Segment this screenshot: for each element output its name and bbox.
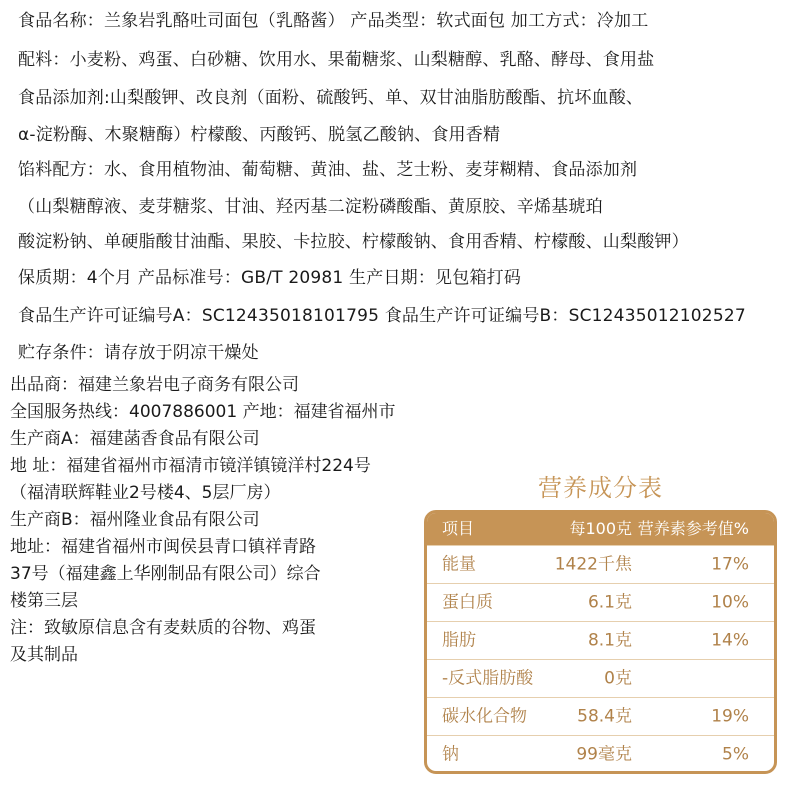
row-amount: 6.1克 xyxy=(587,592,632,613)
row-item: -反式脂肪酸 xyxy=(442,668,534,689)
additives-line-1: 食品添加剂:山梨酸钾、改良剂（面粉、硫酸钙、单、双甘油脂肪酸酯、抗坏血酸、 xyxy=(18,88,644,108)
address-b-line-1: 地址：福建省福州市闽侯县青口镇祥青路 xyxy=(10,537,316,557)
header-nrv: 营养素参考值% xyxy=(637,519,749,538)
row-amount: 0克 xyxy=(604,668,632,689)
row-item: 蛋白质 xyxy=(442,592,493,613)
address-b-line-2: 37号（福建鑫上华刚制品有限公司）综合 xyxy=(10,564,321,584)
address-a-line-1: 地 址：福建省福州市福清市镜洋镇镜洋村224号 xyxy=(10,456,371,476)
additives-line-2: α-淀粉酶、木聚糖酶）柠檬酸、丙酸钙、脱氢乙酸钠、食用香精 xyxy=(18,125,501,145)
address-b-line-3: 楼第三层 xyxy=(10,591,78,611)
table-row xyxy=(427,621,774,660)
producer-a-line: 生产商A：福建菡香食品有限公司 xyxy=(10,429,260,449)
license-line: 食品生产许可证编号A：SC12435018101795 食品生产许可证编号B：SC12435012102527 xyxy=(18,306,746,326)
allergen-line-2: 及其制品 xyxy=(10,645,78,665)
row-item: 钠 xyxy=(442,744,459,765)
nutrition-table xyxy=(424,510,777,774)
table-row xyxy=(427,545,774,584)
hotline-line: 全国服务热线：4007886001 产地：福建省福州市 xyxy=(10,402,396,422)
nutrition-title: 营养成分表 xyxy=(538,474,663,502)
row-item: 脂肪 xyxy=(442,630,476,651)
row-amount: 99毫克 xyxy=(576,744,632,765)
producer-b-line: 生产商B：福州隆业食品有限公司 xyxy=(10,510,260,530)
header-item: 项目 xyxy=(442,519,475,538)
row-nrv: 17% xyxy=(711,554,749,575)
header-per-100g: 每100克 xyxy=(569,519,632,538)
row-item: 能量 xyxy=(442,554,476,575)
nutrition-header-row xyxy=(427,513,774,545)
filling-line-2: （山梨糖醇液、麦芽糖浆、甘油、羟丙基二淀粉磷酸酯、黄原胶、辛烯基琥珀 xyxy=(18,197,603,217)
filling-line-1: 馅料配方：水、食用植物油、葡萄糖、黄油、盐、芝士粉、麦芽糊精、食品添加剂 xyxy=(18,160,638,180)
row-nrv: 5% xyxy=(722,744,749,765)
row-amount: 8.1克 xyxy=(587,630,632,651)
row-amount: 58.4克 xyxy=(577,706,632,727)
row-item: 碳水化合物 xyxy=(442,706,527,727)
storage-line: 贮存条件：请存放于阴凉干燥处 xyxy=(18,343,259,363)
table-row xyxy=(427,735,774,774)
table-row xyxy=(427,583,774,622)
table-row xyxy=(427,659,774,698)
publisher-line: 出品商：福建兰象岩电子商务有限公司 xyxy=(10,375,299,395)
row-nrv: 14% xyxy=(711,630,749,651)
row-amount: 1422千焦 xyxy=(554,554,632,575)
table-row xyxy=(427,697,774,736)
filling-line-3: 酸淀粉钠、单硬脂酸甘油酯、果胶、卡拉胶、柠檬酸钠、食用香精、柠檬酸、山梨酸钾） xyxy=(18,232,689,252)
product-name-line: 食品名称：兰象岩乳酪吐司面包（乳酪酱） 产品类型：软式面包 加工方式：冷加工 xyxy=(18,11,649,31)
ingredients-line: 配料：小麦粉、鸡蛋、白砂糖、饮用水、果葡糖浆、山梨糖醇、乳酪、酵母、食用盐 xyxy=(18,50,655,70)
row-nrv: 10% xyxy=(711,592,749,613)
address-a-line-2: （福清联辉鞋业2号楼4、5层厂房） xyxy=(10,483,281,503)
shelf-life-line: 保质期：4个月 产品标准号：GB/T 20981 生产日期：见包箱打码 xyxy=(18,268,522,288)
allergen-line-1: 注：致敏原信息含有麦麸质的谷物、鸡蛋 xyxy=(10,618,316,638)
row-nrv: 19% xyxy=(711,706,749,727)
